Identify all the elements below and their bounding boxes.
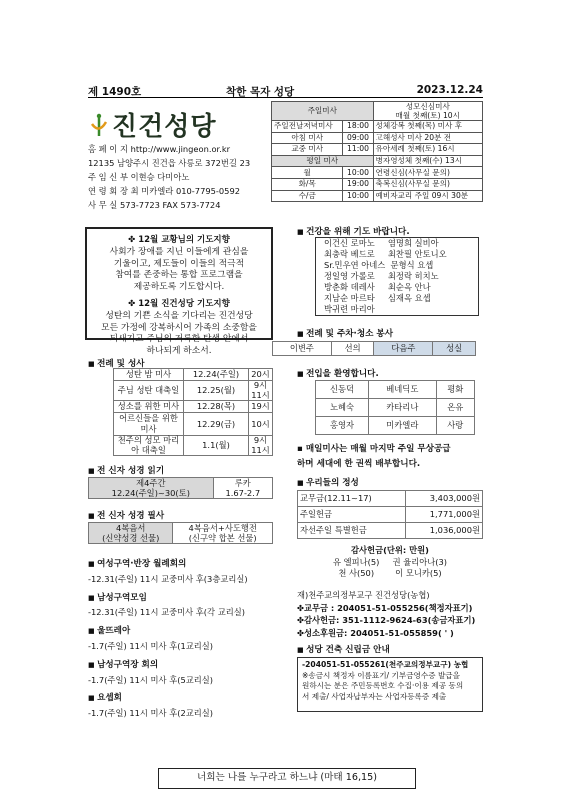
chair: 연 령 회 장 최 미카엘라 010-7795-0592 [88,186,241,196]
table-row: 교중 미사 11:00 유아세례 첫째(토) 16시 [272,144,483,156]
address: 12135 남양주시 진건읍 사릉로 372번길 23 [88,158,251,168]
logo-text: 진건성당 [112,112,217,142]
prayer-intentions-box [85,227,273,356]
notice-text: -12.31(주일) 11시 교중미사 후(3층교리실) [88,574,248,584]
table-row: 성소를 위한 미사 12.28(목) 19시 [114,401,273,413]
liturgy-table [113,368,273,456]
notice-text: -1.7(주일) 11시 미사 후(5교리실) [88,675,214,685]
building-fund-box: -204051-51-055261(천주교의정부교구) 농협 ※송금시 책정자 이름표기/ 기부금영수증 발급을 원하시는 분은 주민등록번호 수집·이용 제공 동의 서 제출/ 사업자납부자는 사업자등록증 제출 [297,657,483,712]
notice-text: -1.7(주일) 11시 미사 후(1교리실) [88,641,214,651]
notice-title: ■ 울뜨레아 [88,624,130,636]
table-row: 어르신들을 위한 미사 12.29(금) 10시 [114,413,273,436]
service-title: ■ 전례 및 주차·청소 봉사 [297,327,393,339]
table-row: 신동덕 베네딕도 평화 [316,381,475,399]
service-table: 이변주 선의 다음주 성실 [272,341,476,356]
office: 사 무 실 573-7723 FAX 573-7724 [88,200,221,210]
table-row: 아침 미사 09:00 고해성사 미사 20분 전 [272,132,483,144]
writing-title: ■ 전 신자 성경 필사 [88,509,164,521]
writing-table: 4복음서 (신약성경 선물) 4복음서+사도행전 (신구약 합본 선물) [88,522,273,544]
table-row: 천주의 성모 마리아 대축일 1.1(월) 9시 11시 [114,436,273,456]
mass-schedule-table: 주일미사 성모신심미사 매월 첫째(토) 10시 주일전날저녁미사 18:00 성체강복 첫째(목) 미사 후 아침 미사 09:00 고해성사 미사 20분 전 교중 미사 11:00 유아세례 첫째(토) 16시 평일 미사 병자영성체 첫째(수) 13시 월 10:00 연령신심(사무실 문의) 화/목 19:00 축복신심(사무실 문의) 수/금 10:00 예비자교리 주일 09시 30분 [271,101,483,202]
notice-text: -1.7(주일) 11시 미사 후(2교리실) [88,708,214,718]
issue-number: 제 1490호 [88,86,142,98]
table-row: 주님 성탄 대축일 12.25(월) 9시 11시 [114,381,273,401]
masthead [88,82,483,98]
missal-notice: ▪ 매일미사는 매월 마지막 주일 무상공급 하며 세대에 한 권씩 배부합니다. [297,444,451,469]
thanks-offering: 감사헌금(단위: 만원) 유 엘피나(5) 권 율리아나(3) 천 사(50) 이 모니카(5) [332,545,448,578]
notice-title: ■ 남성구역모임 [88,591,147,603]
notice-title: ■ 남성구역장 회의 [88,658,158,670]
homepage[interactable]: 홈 페 이 지 http://www.jingeon.or.kr [88,144,231,154]
offering-title: ■ 우리들의 정성 [297,476,359,488]
bank-accounts: 재)천주교의정부교구 진건성당(농협) ✤교무금 : 204051-51-055256(책정자표기) ✤감사헌금: 351-1112-9624-63(송금자표기) ✤성소후원금: 204051-51-055859( ' ) [297,590,476,638]
building-fund-title: ■ 성당 건축 신립금 안내 [297,643,390,655]
sacrament-header: 성모신심미사 매월 첫째(토) 10시 [373,102,482,121]
weekday-mass-header: 평일 미사 [272,155,374,167]
table-row: 주일전날저녁미사 18:00 성체강복 첫째(목) 미사 후 [272,121,483,133]
reading-table: 제4주간 12.24(주일)~30(토) 루카 1.67-2.7 [88,477,273,499]
health-title: ■ 건강을 위해 기도 바랍니다. [297,225,410,237]
table-row: 교무금(12.11~17) 3,403,000원 [298,491,483,507]
table-row: 성탄 밤 미사 12.24(주일) 20시 [114,369,273,381]
table-row: 노혜숙 카타리나 온유 [316,399,475,417]
pope-intention-body: 사회가 장애를 지닌 이들에게 관심을 기울이고, 제도들이 이들의 적극적 참여를 존중하는 통합 프로그램을 제공하도록 기도합시다. [109,247,249,292]
notice-title: ■ 여성구역·반장 월례회의 [88,557,186,569]
cross-logo-icon [88,112,110,138]
offering-table [297,490,483,539]
health-prayer-list: 이건신 로마노 염명희 실비아 최충락 베드로 최찬필 안토니오 Sr.민우연 아네스 문형식 요셉 정일영 가롤로 최정락 히치노 방춘화 데레사 최순옥 안나 지남순 마르타 심재옥 요셉 박귀련 마리아 [315,237,479,316]
parish-info [88,142,273,212]
gospel-quote: 너희는 나를 누구라고 하느냐 (마태 16,15) [158,768,416,789]
welcome-title: ■ 전입을 환영합니다. [297,367,379,379]
table-row: 월 10:00 연령신심(사무실 문의) [272,167,483,179]
notice-title: ■ 요셉회 [88,691,122,703]
table-row: 수/금 10:00 예비자교리 주일 09시 30분 [272,190,483,202]
notice-text: -12.31(주일) 11시 교중미사 후(각 교리실) [88,607,245,617]
liturgy-title: ■ 전례 및 성사 [88,357,145,369]
issue-date: 2023.12.24 [416,84,483,96]
welcome-table [315,380,475,435]
pastor: 주 임 신 부 이현승 다미아노 [88,172,190,182]
table-row: 홍영자 미카엘라 사랑 [316,417,475,435]
reading-title: ■ 전 신자 성경 읽기 [88,464,164,476]
parish-title: 착한 목자 성당 [226,86,295,98]
sunday-mass-header: 주일미사 [272,102,374,121]
table-row: 자선주일 특별헌금 1,036,000원 [298,523,483,539]
pope-intention-title: ✤ 12월 교황님의 기도지향 [128,235,230,245]
table-row: 화/목 19:00 축복신심(사무실 문의) [272,178,483,190]
parish-intention-body: 성탄의 기쁜 소식을 기다리는 진건성당 모든 가정에 강복하시어 가족의 소중함을 되새기고 주님의 거룩한 탄생 안에서 하나되게 하소서. [101,311,257,356]
parish-logo [88,108,248,142]
table-row: 주일헌금 1,771,000원 [298,507,483,523]
parish-intention-title: ✤ 12월 진건성당 기도지향 [128,299,230,309]
